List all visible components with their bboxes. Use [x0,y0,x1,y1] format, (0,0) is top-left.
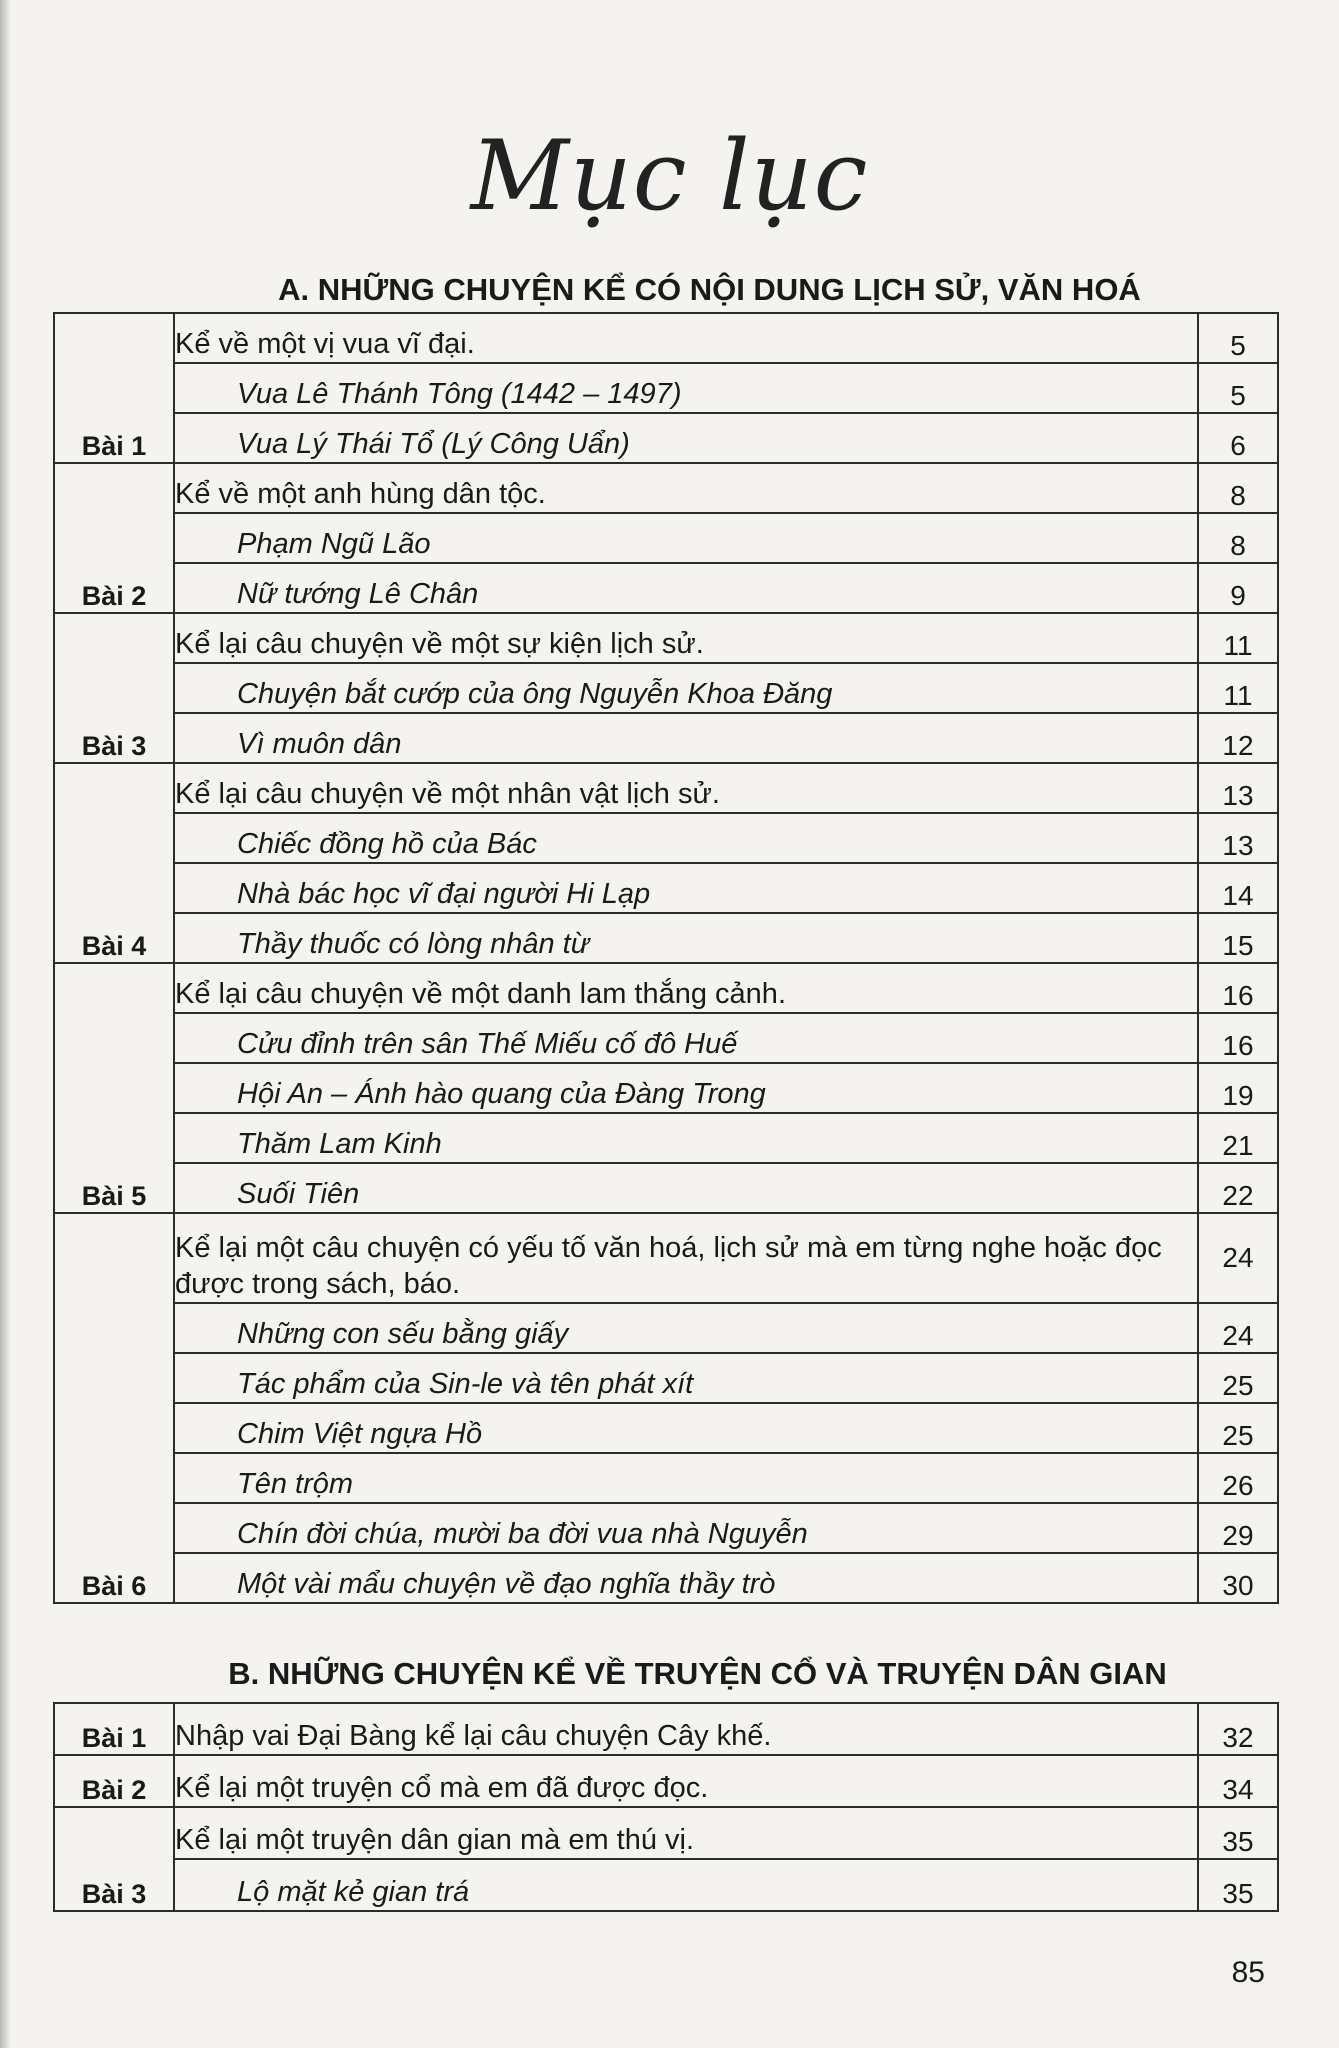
story-title: Lộ mặt kẻ gian trá [174,1859,1198,1911]
story-title: Nhà bác học vĩ đại người Hi Lạp [174,863,1198,913]
story-title: Suối Tiên [174,1163,1198,1213]
toc-row [54,313,1278,363]
toc-row [54,813,1278,863]
story-title: Một vài mẩu chuyện về đạo nghĩa thầy trò [174,1553,1198,1603]
lesson-topic: Kể lại một câu chuyện có yếu tố văn hoá, lịch sử mà em từng nghe hoặc đọc được trong sách, báo. [174,1213,1198,1303]
toc-row [54,963,1278,1013]
lesson-label: Bài 1 [54,313,174,463]
page-ref: 35 [1198,1859,1278,1911]
story-title: Hội An – Ánh hào quang của Đàng Trong [174,1063,1198,1113]
toc-row [54,613,1278,663]
lesson-label: Bài 3 [54,613,174,763]
toc-row [54,913,1278,963]
story-title: Tác phẩm của Sin-le và tên phát xít [174,1353,1198,1403]
lesson-topic: Kể lại một truyện dân gian mà em thú vị. [174,1807,1198,1859]
page-ref: 13 [1198,813,1278,863]
page-ref: 21 [1198,1113,1278,1163]
page-ref: 5 [1198,363,1278,413]
toc-row [54,1303,1278,1353]
page-ref: 8 [1198,513,1278,563]
page-ref: 12 [1198,713,1278,763]
page-number: 85 [1231,1956,1265,1989]
page-ref: 29 [1198,1503,1278,1553]
story-title: Tên trộm [174,1453,1198,1503]
story-title: Cửu đỉnh trên sân Thế Miếu cố đô Huế [174,1013,1198,1063]
lesson-topic: Kể về một vị vua vĩ đại. [174,313,1198,363]
page-ref: 24 [1198,1303,1278,1353]
toc-row [54,1807,1278,1859]
lesson-topic: Kể lại một truyện cổ mà em đã được đọc. [174,1755,1198,1807]
toc-row [54,1453,1278,1503]
page-ref: 25 [1198,1353,1278,1403]
toc-row [54,363,1278,413]
page-ref: 34 [1198,1755,1278,1807]
toc-row [54,1163,1278,1213]
page-ref: 35 [1198,1807,1278,1859]
toc-row [54,1755,1278,1807]
toc-row [54,1213,1278,1303]
page-ref: 6 [1198,413,1278,463]
page-ref: 32 [1198,1703,1278,1755]
page-ref: 30 [1198,1553,1278,1603]
story-title: Vua Lý Thái Tổ (Lý Công Uẩn) [174,413,1198,463]
story-title: Nữ tướng Lê Chân [174,563,1198,613]
story-title: Vua Lê Thánh Tông (1442 – 1497) [174,363,1198,413]
lesson-label: Bài 3 [54,1807,174,1911]
toc-row [54,663,1278,713]
story-title: Những con sếu bằng giấy [174,1303,1198,1353]
toc-row [54,1013,1278,1063]
story-title: Phạm Ngũ Lão [174,513,1198,563]
page-ref: 26 [1198,1453,1278,1503]
toc-row [54,1353,1278,1403]
toc-row [54,713,1278,763]
page-ref: 9 [1198,563,1278,613]
lesson-label: Bài 5 [54,963,174,1213]
toc-table-section-a [53,312,1279,1604]
page-ref: 15 [1198,913,1278,963]
toc-row [54,1703,1278,1755]
page-ref: 14 [1198,863,1278,913]
story-title: Chim Việt ngựa Hồ [174,1403,1198,1453]
story-title: Thăm Lam Kinh [174,1113,1198,1163]
page-ref: 22 [1198,1163,1278,1213]
page-ref: 11 [1198,663,1278,713]
lesson-label: Bài 6 [54,1213,174,1603]
page-ref: 25 [1198,1403,1278,1453]
toc-row [54,1859,1278,1911]
page-binding-edge [0,0,10,2048]
page-ref: 24 [1198,1213,1278,1303]
page-ref: 8 [1198,463,1278,513]
lesson-topic: Kể lại câu chuyện về một nhân vật lịch sử. [174,763,1198,813]
page-ref: 16 [1198,1013,1278,1063]
section-b-heading: B. NHỮNG CHUYỆN KỂ VỀ TRUYỆN CỔ VÀ TRUYỆN DÂN GIAN [228,1656,1167,1691]
story-title: Chuyện bắt cướp của ông Nguyễn Khoa Đăng [174,663,1198,713]
story-title: Vì muôn dân [174,713,1198,763]
toc-row [54,1063,1278,1113]
page-ref: 16 [1198,963,1278,1013]
toc-row [54,1503,1278,1553]
toc-table-section-b [53,1702,1279,1912]
lesson-topic: Kể lại câu chuyện về một danh lam thắng cảnh. [174,963,1198,1013]
toc-row [54,1403,1278,1453]
toc-row [54,763,1278,813]
page-ref: 5 [1198,313,1278,363]
toc-row [54,1553,1278,1603]
toc-row [54,863,1278,913]
page-title: Mục lục [470,120,869,232]
toc-row [54,413,1278,463]
lesson-label: Bài 2 [54,1755,174,1807]
story-title: Thầy thuốc có lòng nhân từ [174,913,1198,963]
section-a-heading: A. NHỮNG CHUYỆN KỂ CÓ NỘI DUNG LỊCH SỬ, VĂN HOÁ [278,272,1141,307]
lesson-topic: Kể lại câu chuyện về một sự kiện lịch sử. [174,613,1198,663]
lesson-topic: Nhập vai Đại Bàng kể lại câu chuyện Cây khế. [174,1703,1198,1755]
lesson-label: Bài 4 [54,763,174,963]
story-title: Chiếc đồng hồ của Bác [174,813,1198,863]
toc-row [54,463,1278,513]
page-ref: 11 [1198,613,1278,663]
story-title: Chín đời chúa, mười ba đời vua nhà Nguyễn [174,1503,1198,1553]
page-ref: 19 [1198,1063,1278,1113]
lesson-label: Bài 2 [54,463,174,613]
lesson-label: Bài 1 [54,1703,174,1755]
toc-row [54,1113,1278,1163]
toc-row [54,513,1278,563]
page-ref: 13 [1198,763,1278,813]
toc-row [54,563,1278,613]
lesson-topic: Kể về một anh hùng dân tộc. [174,463,1198,513]
